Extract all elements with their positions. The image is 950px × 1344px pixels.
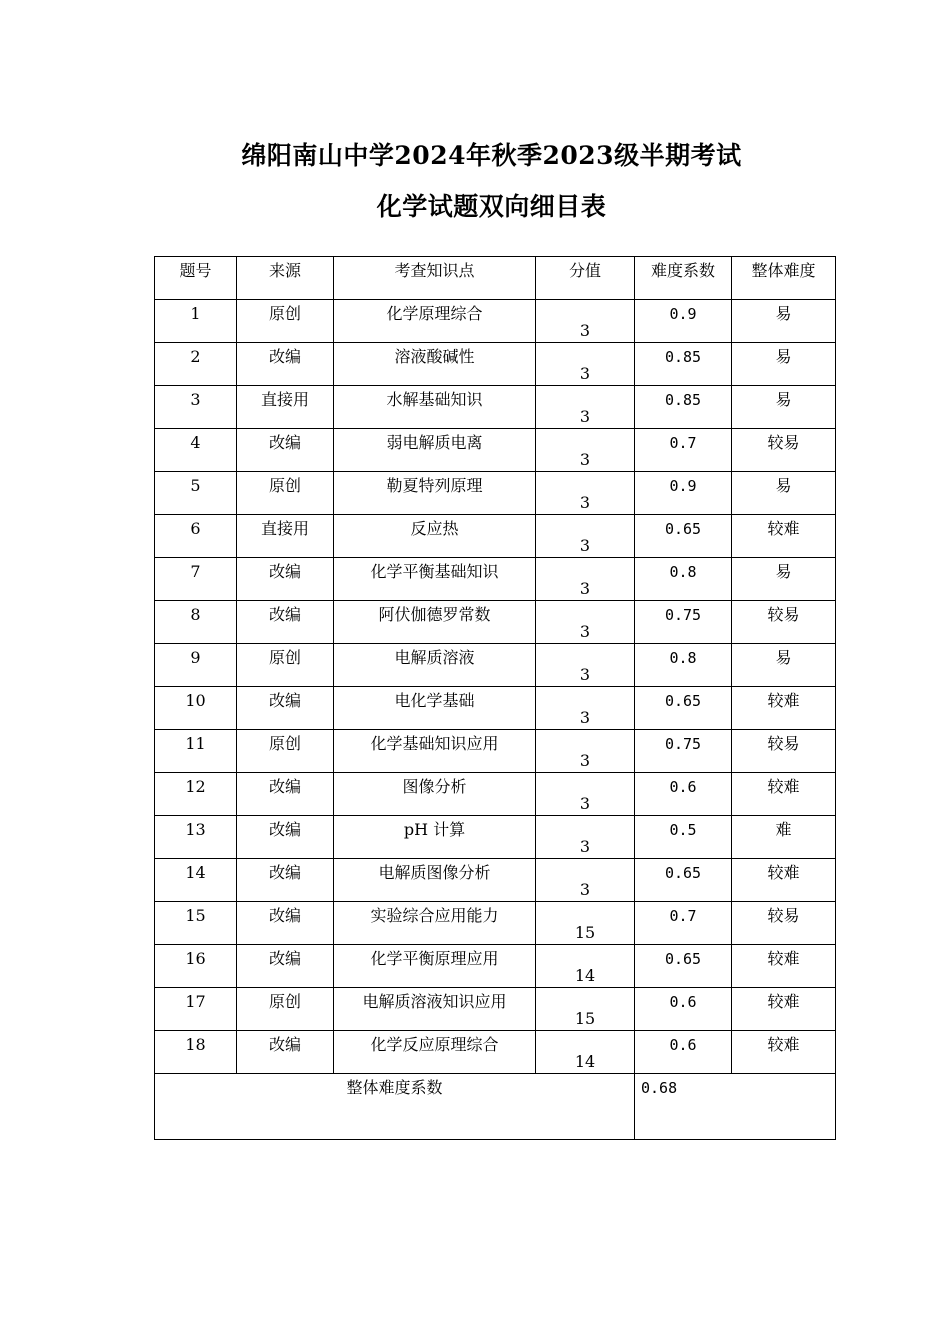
- question-number-cell: 14: [155, 859, 237, 902]
- question-number-cell: 17: [155, 988, 237, 1031]
- score-cell: 3: [536, 386, 635, 429]
- topic-cell: 图像分析: [334, 773, 536, 816]
- topic-cell: 化学平衡原理应用: [334, 945, 536, 988]
- difficulty-coefficient-cell: 0.65: [635, 859, 732, 902]
- topic-cell: 电化学基础: [334, 687, 536, 730]
- table-row: [155, 988, 836, 1031]
- topic-cell: 电解质溶液: [334, 644, 536, 687]
- table-row: [155, 859, 836, 902]
- score-cell: 3: [536, 515, 635, 558]
- header-cell: 难度系数: [635, 257, 732, 300]
- topic-cell: pH 计算: [334, 816, 536, 859]
- document-title: 绵阳南山中学2024年秋季2023级半期考试: [241, 141, 742, 170]
- question-number-cell: 16: [155, 945, 237, 988]
- topic-cell: 勒夏特列原理: [334, 472, 536, 515]
- difficulty-coefficient-cell: 0.65: [635, 945, 732, 988]
- difficulty-level-cell: 易: [732, 343, 836, 386]
- source-cell: 改编: [237, 687, 334, 730]
- difficulty-level-cell: 易: [732, 558, 836, 601]
- score-cell: 3: [536, 343, 635, 386]
- source-cell: 原创: [237, 644, 334, 687]
- difficulty-level-cell: 难: [732, 816, 836, 859]
- question-number-cell: 1: [155, 300, 237, 343]
- table-row: [155, 730, 836, 773]
- topic-cell: 溶液酸碱性: [334, 343, 536, 386]
- table-row: [155, 601, 836, 644]
- difficulty-coefficient-cell: 0.5: [635, 816, 732, 859]
- score-cell: 3: [536, 644, 635, 687]
- question-number-cell: 10: [155, 687, 237, 730]
- source-cell: 改编: [237, 859, 334, 902]
- table-row: [155, 1031, 836, 1074]
- table-row: [155, 773, 836, 816]
- question-number-cell: 2: [155, 343, 237, 386]
- source-cell: 改编: [237, 945, 334, 988]
- table-header-row: [155, 257, 836, 300]
- score-cell: 3: [536, 429, 635, 472]
- header-cell: 题号: [155, 257, 237, 300]
- question-number-cell: 6: [155, 515, 237, 558]
- question-number-cell: 8: [155, 601, 237, 644]
- difficulty-coefficient-cell: 0.6: [635, 1031, 732, 1074]
- score-cell: 3: [536, 472, 635, 515]
- question-number-cell: 13: [155, 816, 237, 859]
- source-cell: 直接用: [237, 386, 334, 429]
- difficulty-level-cell: 易: [732, 386, 836, 429]
- score-cell: 14: [536, 1031, 635, 1074]
- table-row: [155, 386, 836, 429]
- difficulty-coefficient-cell: 0.75: [635, 601, 732, 644]
- question-number-cell: 5: [155, 472, 237, 515]
- source-cell: 改编: [237, 601, 334, 644]
- table-row: [155, 687, 836, 730]
- difficulty-level-cell: 较易: [732, 601, 836, 644]
- source-cell: 改编: [237, 816, 334, 859]
- source-cell: 改编: [237, 343, 334, 386]
- topic-cell: 化学平衡基础知识: [334, 558, 536, 601]
- difficulty-coefficient-cell: 0.85: [635, 386, 732, 429]
- difficulty-level-cell: 较易: [732, 902, 836, 945]
- topic-cell: 实验综合应用能力: [334, 902, 536, 945]
- question-number-cell: 7: [155, 558, 237, 601]
- score-cell: 3: [536, 558, 635, 601]
- question-number-cell: 18: [155, 1031, 237, 1074]
- score-cell: 3: [536, 687, 635, 730]
- table-row: [155, 343, 836, 386]
- topic-cell: 化学基础知识应用: [334, 730, 536, 773]
- score-cell: 15: [536, 902, 635, 945]
- source-cell: 改编: [237, 902, 334, 945]
- difficulty-level-cell: 易: [732, 300, 836, 343]
- source-cell: 改编: [237, 773, 334, 816]
- difficulty-level-cell: 较难: [732, 988, 836, 1031]
- score-cell: 3: [536, 816, 635, 859]
- difficulty-coefficient-cell: 0.65: [635, 687, 732, 730]
- summary-value-cell: 0.68: [635, 1074, 836, 1140]
- topic-cell: 电解质图像分析: [334, 859, 536, 902]
- difficulty-level-cell: 较难: [732, 859, 836, 902]
- topic-cell: 反应热: [334, 515, 536, 558]
- difficulty-level-cell: 较易: [732, 730, 836, 773]
- topic-cell: 电解质溶液知识应用: [334, 988, 536, 1031]
- difficulty-coefficient-cell: 0.6: [635, 988, 732, 1031]
- difficulty-coefficient-cell: 0.8: [635, 558, 732, 601]
- source-cell: 原创: [237, 300, 334, 343]
- difficulty-level-cell: 较难: [732, 1031, 836, 1074]
- score-cell: 15: [536, 988, 635, 1031]
- difficulty-coefficient-cell: 0.8: [635, 644, 732, 687]
- table-row: [155, 945, 836, 988]
- question-number-cell: 11: [155, 730, 237, 773]
- topic-cell: 水解基础知识: [334, 386, 536, 429]
- difficulty-level-cell: 较易: [732, 429, 836, 472]
- topic-cell: 化学反应原理综合: [334, 1031, 536, 1074]
- table-row: [155, 429, 836, 472]
- difficulty-level-cell: 较难: [732, 945, 836, 988]
- table-row: [155, 816, 836, 859]
- difficulty-level-cell: 较难: [732, 687, 836, 730]
- header-cell: 分值: [536, 257, 635, 300]
- table-row: [155, 558, 836, 601]
- table-row: [155, 300, 836, 343]
- header-cell: 考查知识点: [334, 257, 536, 300]
- source-cell: 原创: [237, 472, 334, 515]
- source-cell: 改编: [237, 558, 334, 601]
- summary-row: [155, 1074, 836, 1140]
- source-cell: 原创: [237, 988, 334, 1031]
- question-number-cell: 4: [155, 429, 237, 472]
- topic-cell: 化学原理综合: [334, 300, 536, 343]
- question-number-cell: 15: [155, 902, 237, 945]
- header-cell: 来源: [237, 257, 334, 300]
- document-subtitle: 化学试题双向细目表: [376, 192, 607, 221]
- source-cell: 改编: [237, 429, 334, 472]
- score-cell: 3: [536, 730, 635, 773]
- question-number-cell: 3: [155, 386, 237, 429]
- summary-label-cell: 整体难度系数: [155, 1074, 635, 1140]
- topic-cell: 阿伏伽德罗常数: [334, 601, 536, 644]
- difficulty-level-cell: 易: [732, 472, 836, 515]
- difficulty-coefficient-cell: 0.9: [635, 300, 732, 343]
- exam-spec-table: [154, 256, 836, 1140]
- difficulty-coefficient-cell: 0.75: [635, 730, 732, 773]
- header-cell: 整体难度: [732, 257, 836, 300]
- score-cell: 14: [536, 945, 635, 988]
- score-cell: 3: [536, 601, 635, 644]
- question-number-cell: 12: [155, 773, 237, 816]
- difficulty-coefficient-cell: 0.6: [635, 773, 732, 816]
- table-row: [155, 515, 836, 558]
- difficulty-level-cell: 较难: [732, 773, 836, 816]
- question-number-cell: 9: [155, 644, 237, 687]
- difficulty-coefficient-cell: 0.9: [635, 472, 732, 515]
- topic-cell: 弱电解质电离: [334, 429, 536, 472]
- difficulty-level-cell: 易: [732, 644, 836, 687]
- difficulty-coefficient-cell: 0.7: [635, 902, 732, 945]
- source-cell: 直接用: [237, 515, 334, 558]
- difficulty-level-cell: 较难: [732, 515, 836, 558]
- difficulty-coefficient-cell: 0.65: [635, 515, 732, 558]
- score-cell: 3: [536, 773, 635, 816]
- source-cell: 改编: [237, 1031, 334, 1074]
- table-row: [155, 472, 836, 515]
- difficulty-coefficient-cell: 0.85: [635, 343, 732, 386]
- table-row: [155, 644, 836, 687]
- difficulty-coefficient-cell: 0.7: [635, 429, 732, 472]
- source-cell: 原创: [237, 730, 334, 773]
- score-cell: 3: [536, 300, 635, 343]
- table-row: [155, 902, 836, 945]
- score-cell: 3: [536, 859, 635, 902]
